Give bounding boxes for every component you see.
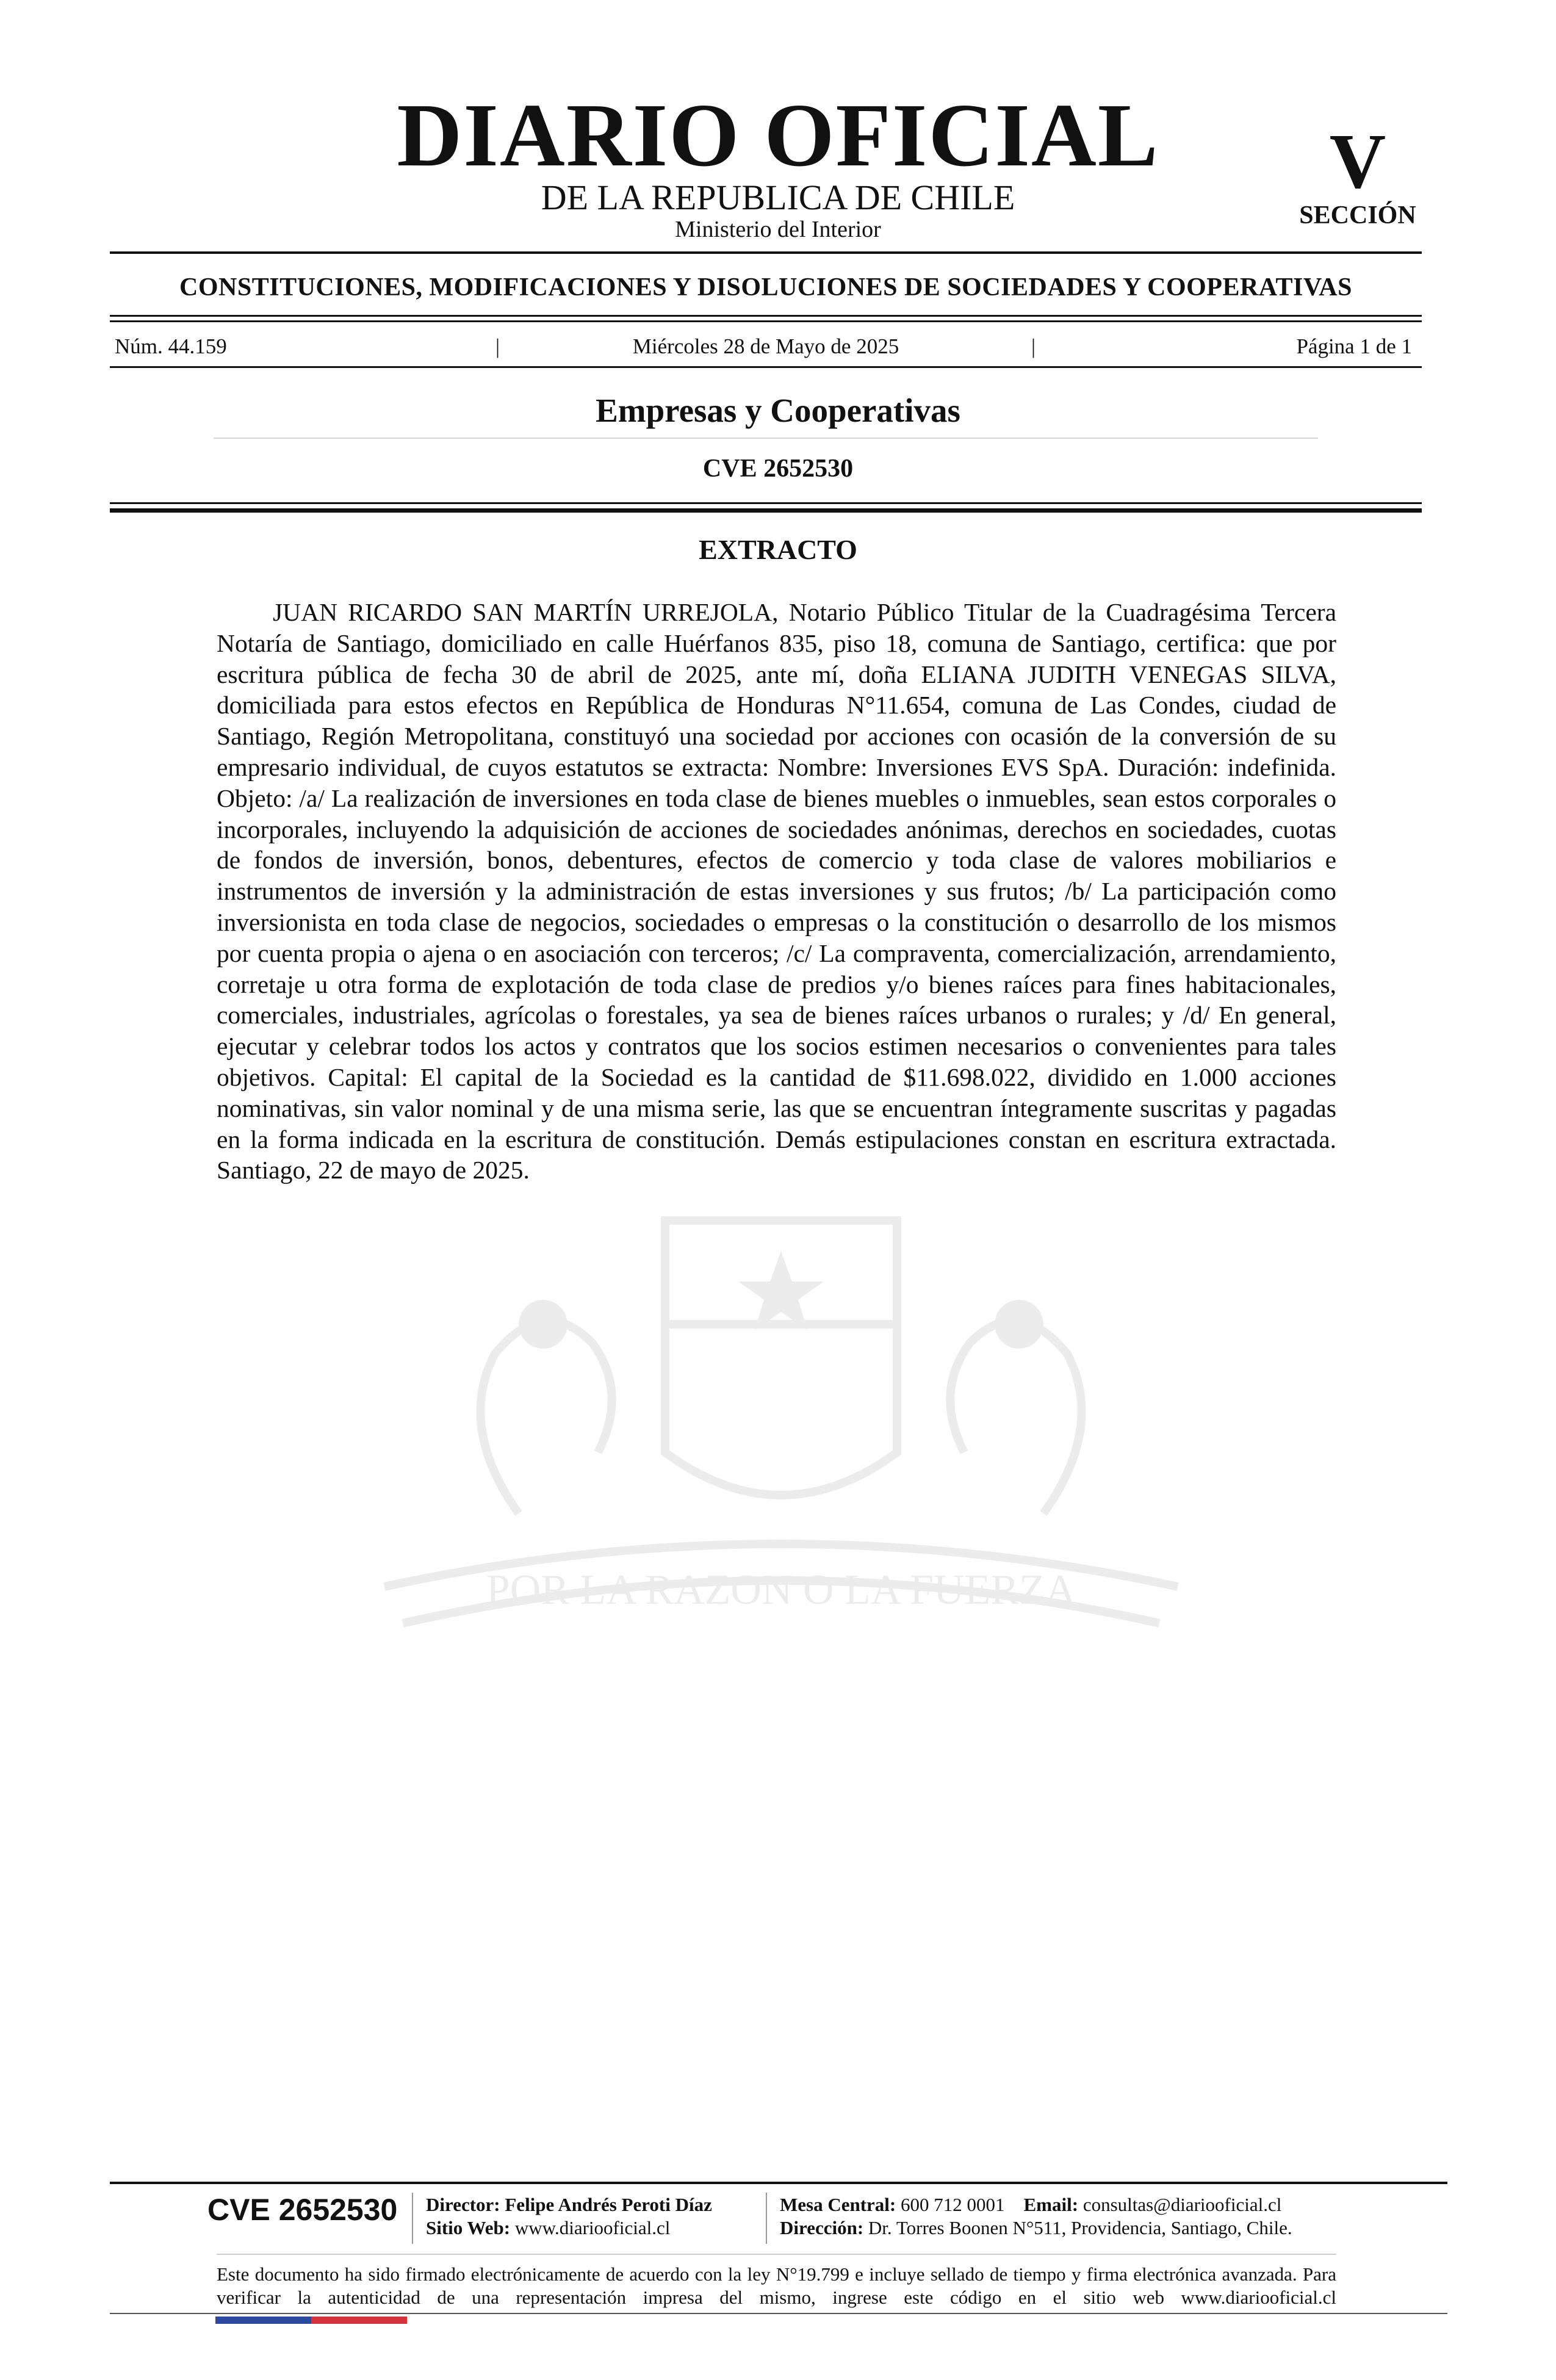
director-label: Director:: [426, 2194, 500, 2215]
footer-separator: [766, 2193, 767, 2244]
director-name: Felipe Andrés Peroti Díaz: [505, 2194, 712, 2215]
issue-number: Núm. 44.159: [115, 334, 227, 358]
issue-date: Miércoles 28 de Mayo de 2025: [632, 334, 899, 358]
masthead-ministry: Ministerio del Interior: [675, 217, 881, 242]
cve-code: CVE 2652530: [702, 455, 854, 483]
coat-of-arms-icon: [201, 1196, 1361, 1672]
masthead-title: DIARIO OFICIAL: [397, 85, 1159, 186]
masthead-divider: [110, 251, 1422, 254]
footer-separator: [412, 2193, 413, 2244]
watermark-motto: POR LA RAZON O LA FUERZA: [486, 1567, 1076, 1614]
category-divider-top: [110, 315, 1422, 317]
section-label: SECCIÓN: [1299, 201, 1416, 229]
category-heading: CONSTITUCIONES, MODIFICACIONES Y DISOLUCIONES DE SOCIEDADES Y COOPERATIVAS: [179, 273, 1352, 301]
footer-legal-notice: Este documento ha sido firmado electrónicamente de acuerdo con la ley N°19.799 e incluye sellado de tiempo y firma electrónica avanzada. Para verificar la autenticidad de una representación impresa del mismo, ingrese este código en el sitio web www.diariooficial.cl: [217, 2263, 1336, 2308]
masthead-subtitle: DE LA REPUBLICA DE CHILE: [541, 178, 1015, 217]
email-link[interactable]: consultas@diariooficial.cl: [1082, 2194, 1282, 2215]
issue-separator: |: [1031, 334, 1036, 358]
footer-bottom-line: [110, 2313, 1447, 2314]
header-divider-bottom: [110, 508, 1422, 513]
email-label: Email:: [1023, 2194, 1079, 2215]
website-link[interactable]: www.diariooficial.cl: [514, 2217, 671, 2238]
flag-stripe-red: [311, 2317, 407, 2324]
footer-cve-code: CVE 2652530: [207, 2193, 398, 2227]
extract-title: EXTRACTO: [699, 534, 857, 565]
flag-stripe-blue: [215, 2317, 311, 2324]
issue-page: Página 1 de 1: [1296, 334, 1412, 358]
footer-contact-block: [780, 2193, 1292, 2240]
extract-body: JUAN RICARDO SAN MARTÍN URREJOLA, Notario Público Titular de la Cuadragésima Tercera Notaría de Santiago, domiciliado en calle Huérfanos 835, piso 18, comuna de Santiago, certifica: que por escritura pública de fecha 30 de abril de 2025, ante mí, doña ELIANA JUDITH VENEGAS SILVA, domiciliada para estos efectos en República de Honduras N°11.654, comuna de Las Condes, ciudad de Santiago, Región Metropolitana, constituyó una sociedad por acciones con ocasión de la conversión de su empresario individual, de cuyos estatutos se extracta: Nombre: Inversiones EVS SpA. Duración: indefinida. Objeto: /a/ La realización de inversiones en toda clase de bienes muebles o inmuebles, sean estos corporales o incorporales, incluyendo la adquisición de acciones de sociedades anónimas, derechos en sociedades, cuotas de fondos de inversión, bonos, debentures, efectos de comercio y toda clase de valores mobiliarios e instrumentos de inversión y la administración de estas inversiones y sus frutos; /b/ La participación como inversionista en toda clase de negocios, sociedades o empresas o la constitución o desarrollo de los mismos por cuenta propia o ajena o en asociación con terceros; /c/ La compraventa, comercialización, arrendamiento, corretaje u otra forma de explotación de toda clase de predios y/o bienes raíces para fines habitacionales, comerciales, industriales, agrícolas o forestales, ya sea de bienes raíces urbanos o rurales; y /d/ En general, ejecutar y celebrar todos los actos y contratos que los socios estimen necesarios o convenientes para tales objetivos. Capital: El capital de la Sociedad es la cantidad de $11.698.022, dividido en 1.000 acciones nominativas, sin valor nominal y de una misma serie, las que se encuentran íntegramente suscritas y pagadas en la forma indicada en la escritura de constitución. Demás estipulaciones constan en escritura extractada. Santiago, 22 de mayo de 2025.: [217, 598, 1336, 1185]
issue-divider: [110, 366, 1422, 368]
section-title: Empresas y Cooperativas: [596, 392, 960, 429]
footer-director-block: [426, 2193, 712, 2240]
address-label: Dirección:: [780, 2217, 864, 2238]
section-letter: V: [1329, 118, 1386, 204]
issue-separator: |: [495, 334, 500, 358]
section-rule: [214, 438, 1318, 439]
category-divider-bottom: [110, 320, 1422, 322]
mesa-phone: 600 712 0001: [901, 2194, 1005, 2215]
header-divider-top: [110, 502, 1422, 504]
address-value: Dr. Torres Boonen N°511, Providencia, Santiago, Chile.: [868, 2217, 1292, 2238]
website-label: Sitio Web:: [426, 2217, 511, 2238]
mesa-label: Mesa Central:: [780, 2194, 896, 2215]
footer-divider: [110, 2182, 1447, 2184]
footer-rule: [217, 2254, 1336, 2255]
